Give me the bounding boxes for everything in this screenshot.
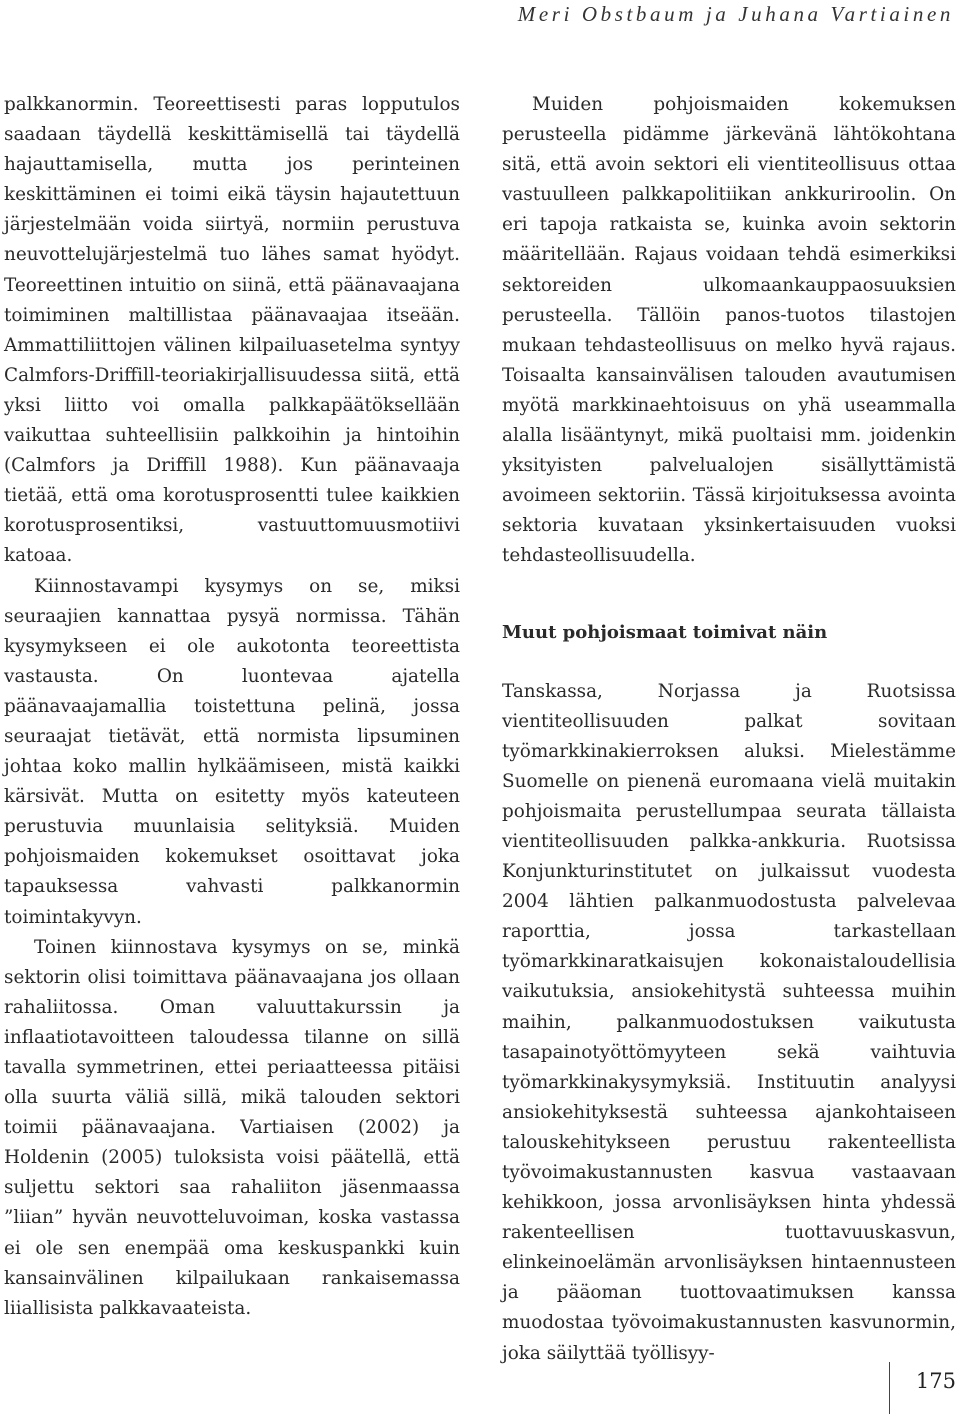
left-paragraph-1: palkkanormin. Teoreettisesti paras lopputulos saadaan täydellä keskittämisellä tai täydellä hajauttamisella, mutta jos perinteinen keskittäminen ei toimi eikä täysin hajautettuun järjestelmään voida siirtyä, normiin perustuva neuvottelujärjestelmä tuo lähes samat hyödyt. Teoreettinen intuitio on siinä, että päänavaajana toimiminen maltillistaa päänavaajaa itseään. Ammattiliittojen välinen kilpailuasetelma syntyy Calmfors-Driffill-teoriakirjallisuudessa siitä, että yksi liitto voi omalla palkkapäätöksellään vaikuttaa suhteellisiin palkkoihin ja hintoihin (Calmfors ja Driffill 1988). Kun päänavaaja tietää, että oma korotusprosentti tulee kaikkien korotusprosentiksi, vastuuttomuusmotiivi katoaa.: [4, 94, 460, 567]
section-paragraph-1: Tanskassa, Norjassa ja Ruotsissa vientiteollisuuden palkat sovitaan työmarkkinakierroksen aluksi. Mielestämme Suomelle on pienenä euromaana vielä muitakin pohjoismaita perustellumpaa seurata tällaista vientiteollisuuden palkka-ankkuria. Ruotsissa Konjunkturinstitutet on julkaissut vuodesta 2004 lähtien palkanmuodostusta palvelevaa raporttia, jossa tarkastellaan työmarkkinaratkaisujen kokonaistaloudellisia vaikutuksia, ansiokehitystä suhteessa muihin maihin, palkanmuodostuksen vaikutusta tasapainotyöttömyyteen sekä vaihtuvia työmarkkinakysymyksiä. Instituutin analyysi ansiokehityksestä suhteessa ajankohtaiseen talouskehitykseen perustuu rakenteellista työvoimakustannusten kasvua vastaavaan kehikkoon, jossa arvonlisäyksen hinta yhdessä rakenteellisen tuottavuuskasvun, elinkeinoelämän arvonlisäyksen hintaennusteen ja pääoman tuottovaatimuksen kanssa muodostaa työvoimakustannusten kasvunormin, joka säilyttää työllisyy-: [502, 680, 956, 1364]
section-heading: Muut pohjoismaat toimivat näin: [502, 621, 828, 643]
page-number-divider: [889, 1362, 890, 1414]
left-column: [4, 90, 460, 1324]
running-header-authors: Meri Obstbaum ja Juhana Vartiainen: [517, 2, 954, 26]
right-paragraph-1: Muiden pohjoismaiden kokemuksen perusteella pidämme järkevänä lähtökohtana sitä, että avoin sektori eli vientiteollisuus ottaa vastuulleen palkkapolitiikan ankkuriroolin. On eri tapoja ratkaista se, kuinka avoin sektorin määritellään. Rajaus voidaan tehdä esimerkiksi sektoreiden ulkomaankauppaosuuksien perusteella. Tällöin panos-tuotos tilastojen mukaan tehdasteollisuus on melko hyvä rajaus. Toisaalta kansainvälisen talouden avautumisen myötä markkinaehtoisuus on yhä useammalla alalla lisääntynyt, mikä puoltaisi mm. joidenkin yksityisten palvelualojen sisällyttämistä avoimeen sektoriin. Tässä kirjoituksessa avointa sektoria kuvataan yksinkertaisuuden vuoksi tehdasteollisuudella.: [502, 94, 956, 567]
left-paragraph-2: Kiinnostavampi kysymys on se, miksi seuraajien kannattaa pysyä normissa. Tähän kysymykseen ei ole aukotonta teoreettista vastausta. On luontevaa ajatella päänavaajamallia toistettuna pelinä, jossa seuraajat tietävät, että normista lipsuminen johtaa koko mallin hylkäämiseen, mistä kaikki kärsivät. Mutta on esitetty myös kateuteen perustuvia muunlaisia selityksiä. Muiden pohjoismaiden kokemukset osoittavat joka tapauksessa vahvasti palkkanormin toimintakyvyn.: [4, 575, 460, 928]
left-paragraph-3: Toinen kiinnostava kysymys on se, minkä sektorin olisi toimittava päänavaajana jos ollaan rahaliitossa. Oman valuuttakurssin ja inflaatiotavoitteen taloudessa tilanne on sillä tavalla symmetrinen, ettei periaatteessa pitäisi olla suurta väliä sillä, mikä talouden sektori toimii päänavaajana. Vartiaisen (2002) ja Holdenin (2005) tuloksista voisi päätellä, että suljettu sektori saa rahaliiton jäsenmaassa ”liian” hyvän neuvotteluvoiman, koska vastassa ei ole sen enempää oma keskuspankki kuin kansainvälinen kilpailukaan rankaisemassa liiallisista palkkavaateista.: [4, 936, 460, 1319]
right-column: [502, 90, 956, 1369]
page-number: 175: [915, 1369, 956, 1393]
